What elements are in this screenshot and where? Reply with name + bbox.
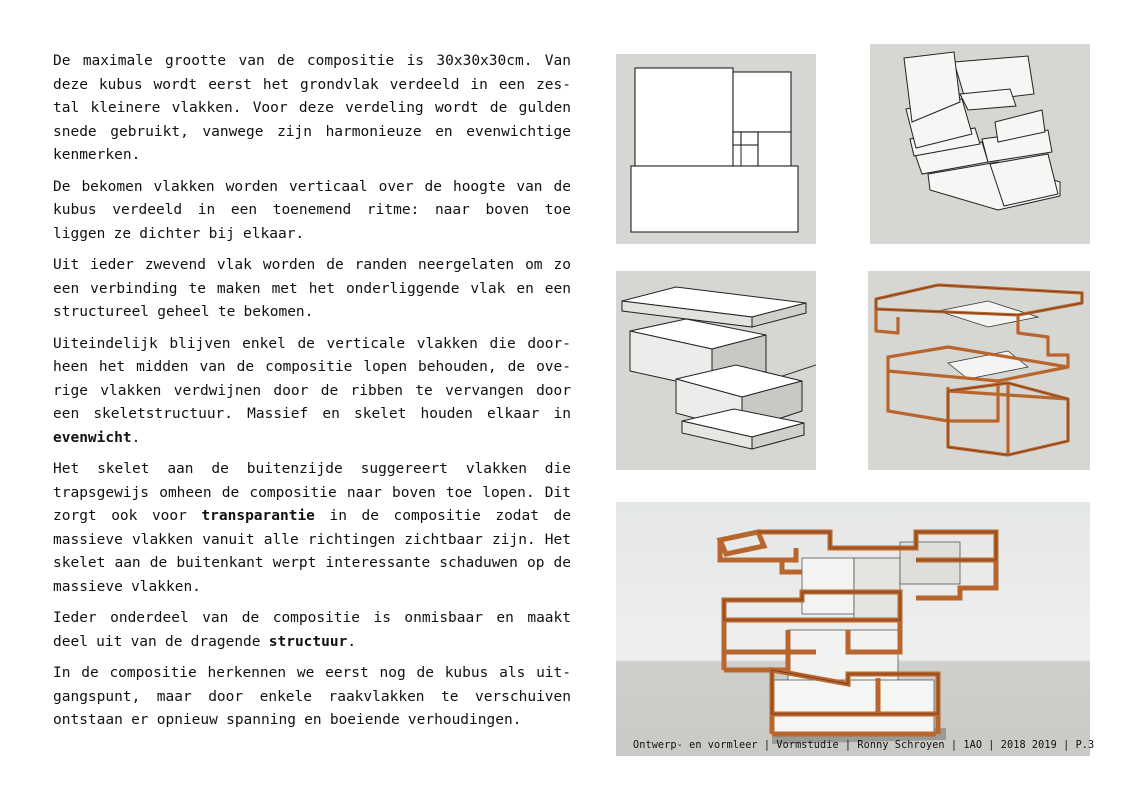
skeleton-composition-drawing (868, 271, 1090, 470)
emphasized-term: structuur (268, 633, 348, 650)
paragraph-text: in de compositie zodat de massieve vlakken vanuit alle richtingen zichtbaar zijn. Het skelet aan de buitenkant werpt interessante schaduwen op de massieve vlakken. (53, 508, 571, 595)
paragraph-text: In de compositie herkennen we eerst nog de kubus als uit-gangspunt, maar door enkele raakvlakken te verschuiven ontstaan er opnieuw spanning en boeiende verhoudingen. (53, 665, 571, 728)
paragraph-text: Het skelet aan de buitenzijde suggereert vlakken die trapsgewijs omheen de compositie naar boven toe lopen. Dit zorgt ook voor (53, 461, 571, 524)
paragraph (53, 662, 571, 733)
paragraph-text: De maximale grootte van de compositie is 30x30x30cm. Van deze kubus wordt eerst het grondvlak verdeeld in een zes-tal kleinere vlakken. Voor deze verdeling wordt de gulden snede gebruikt, vanwege zijn harmonieuze en evenwichtige kenmerken. (53, 53, 571, 163)
paragraph (53, 333, 571, 451)
paragraph (53, 254, 571, 325)
paragraph-text: Uiteindelijk blijven enkel de verticale vlakken die door-heen het midden van de compositie lopen behouden, de ove-rige vlakken verdwijnen door de ribben te vervangen door een skeletstructuur. Massief en skelet houden elkaar in (53, 335, 571, 422)
final-render-image (616, 502, 1090, 756)
plan-view-drawing (616, 54, 816, 244)
paragraph (53, 50, 571, 168)
paragraph-text: De bekomen vlakken worden verticaal over de hoogte van de kubus verdeeld in een toenemend ritme: naar boven toe liggen ze dichter bij elkaar. (53, 178, 571, 242)
plan-view-image (616, 54, 816, 244)
massive-composition-drawing (616, 271, 816, 470)
emphasized-term: transparantie (201, 508, 315, 524)
paragraph-text: . (131, 429, 141, 446)
paragraph-text: Uit ieder zwevend vlak worden de randen neergelaten om zo een verbinding te maken met het onderliggende vlak en een structureel geheel te bekomen. (53, 257, 571, 320)
page-footer: Ontwerp- en vormleer | Vormstudie | Ronny Schroyen | 1AO | 2018 2019 | P.3 (633, 740, 1095, 751)
paragraph (53, 458, 571, 599)
floating-planes-image (870, 44, 1090, 244)
paragraph-text: Ieder onderdeel van de compositie is onmisbaar en maakt deel uit van de dragende (53, 610, 571, 650)
emphasized-term: evenwicht (53, 429, 132, 446)
paragraph-text: . (347, 633, 357, 650)
skeleton-composition-image (868, 271, 1090, 470)
paragraph (53, 607, 571, 654)
floating-planes-drawing (870, 44, 1090, 244)
paragraph (53, 176, 571, 247)
final-render-drawing (616, 502, 1090, 756)
massive-composition-image (616, 271, 816, 470)
body-text (53, 50, 571, 741)
